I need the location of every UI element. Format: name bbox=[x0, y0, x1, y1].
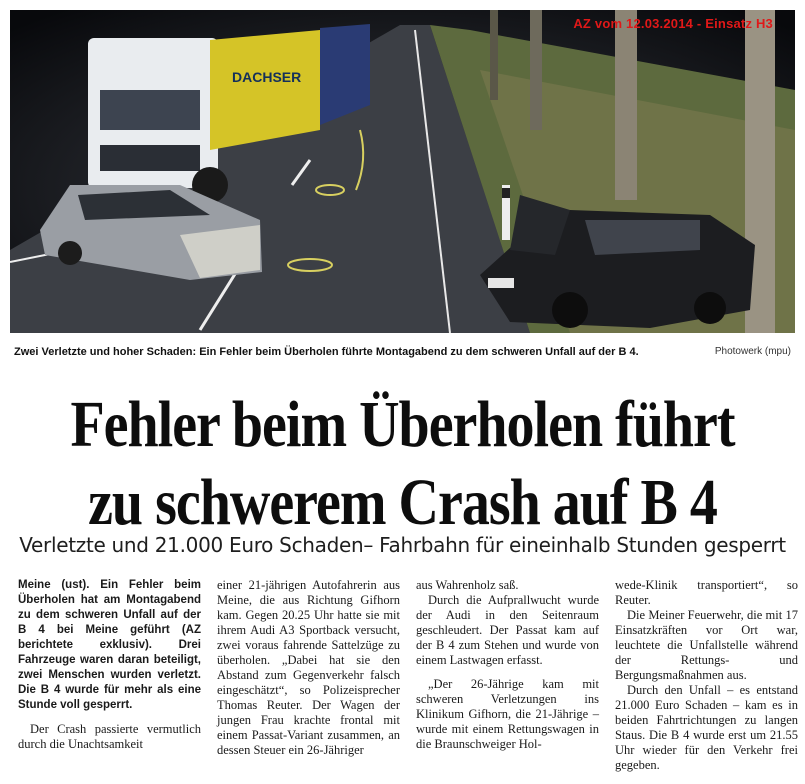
tree-trunk bbox=[615, 10, 637, 200]
article-column-2 bbox=[217, 578, 400, 784]
article-subheadline: Verletzte und 21.000 Euro Schaden– Fahrbahn für eineinhalb Stunden gesperrt bbox=[19, 533, 786, 557]
article-paragraph: Die Meiner Feuerwehr, die mit 17 Einsatzkräften vor Ort war, leuchtete die Unfallstelle während der Rettungs- und Bergungsmaßnahmen aus. bbox=[615, 608, 798, 682]
photo-caption: Zwei Verletzte und hoher Schaden: Ein Fehler beim Überholen führte Montagabend zu dem schweren Unfall auf der B 4. bbox=[14, 346, 639, 358]
article-paragraph bbox=[416, 677, 599, 752]
accident-photo bbox=[10, 10, 795, 333]
article-paragraph: Durch die Aufprallwucht wurde der Audi in den Seitenraum geschleudert. Der Passat kam auf der B 4 zum Stehen und wurde von einem Lastwagen erfasst. bbox=[416, 593, 599, 667]
headline-line-1: Fehler beim Überholen führt bbox=[70, 388, 735, 462]
article-paragraph: Durch den Unfall – es entstand 21.000 Euro Schaden – kam es in beiden Fahrtrichtungen zu langen Staus. Die B 4 wurde erst um 21.55 Uhr wieder für den Verkehr frei gegeben. bbox=[615, 683, 798, 772]
truck-brand-text: DACHSER bbox=[232, 69, 302, 85]
article-paragraph: wede-Klinik transportiert“, so Reuter. bbox=[615, 578, 798, 607]
accident-scene-illustration bbox=[10, 10, 795, 333]
photo-credit: Photowerk (mpu) bbox=[714, 346, 791, 357]
archive-stamp: AZ vom 12.03.2014 - Einsatz H3 bbox=[573, 16, 773, 31]
article-body bbox=[18, 578, 798, 784]
article-column-3 bbox=[416, 578, 599, 784]
headline-line-2: zu schwerem Crash auf B 4 bbox=[88, 466, 717, 540]
article-lead: Meine (ust). Ein Fehler beim Überholen hat am Montagabend zu dem schweren Unfall auf der B 4 bei Meine geführt (AZ berichtete exklusiv). Drei Fahrzeuge waren daran beteiligt, zwei Menschen wurden verletzt. Die B 4 wurde für mehr als eine Stunde voll gesperrt. bbox=[18, 579, 201, 711]
article-column-4 bbox=[615, 578, 798, 784]
article-text-run: „Der 26-Jährige kam mit schweren Verletzungen ins Klinikum Gifhorn, die 21-Jährige – wurde mit einem Rettungswagen in die Braunschweiger Hol- bbox=[416, 677, 599, 751]
article-paragraph: Der Crash passierte vermutlich durch die Unachtsamkeit bbox=[18, 722, 201, 751]
article-paragraph: einer 21-jährigen Autofahrerin aus Meine, die aus Richtung Gifhorn kam. Gegen 20.25 Uhr hatte sie mit ihrem Audi A3 Sportback versucht, zwei voraus fahrende Sattelzüge zu überholen. „Dabei hat sie den Abstand zum Gegenverkehr falsch eingeschätzt“, so Polizeisprecher Thomas Reuter. Der Wagen der jungen Frau krachte frontal mit einem Passat-Variant zusammen, an dessen Steuer ein 26-Jähriger bbox=[217, 578, 400, 757]
photo-caption-row bbox=[10, 346, 795, 366]
article-headline bbox=[0, 386, 805, 542]
article-column-1 bbox=[18, 578, 201, 784]
article-paragraph: aus Wahrenholz saß. bbox=[416, 578, 519, 592]
